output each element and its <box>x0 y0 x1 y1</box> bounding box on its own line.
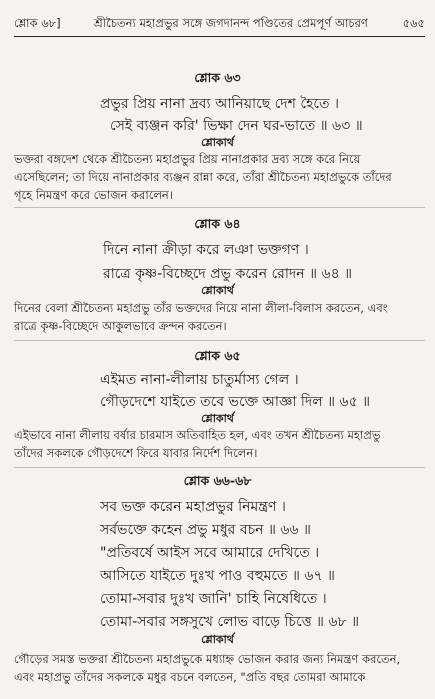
paragraph-line: গৃহে নিমন্ত্রণ করে ভোজন করালেন। <box>14 188 173 202</box>
verse-line: প্রভুর প্রিয় নানা দ্রব্য আনিয়াছে দেশ হৈতে । <box>100 96 340 112</box>
translation-paragraph <box>14 299 423 335</box>
verse-line: "প্রতিবর্ষে আইস সবে আমারে দেখিতে । <box>100 545 320 561</box>
translation-label: শ্লোকার্থ <box>201 284 234 297</box>
verse-line: এইমত নানা-লীলায় চাতুর্মাস্য গেল । <box>100 372 299 388</box>
paragraph-line: দিনের বেলা শ্রীচৈতন্য মহাপ্রভু তাঁর ভক্তদের নিয়ে নানা লীলা-বিলাস করতেন, এবং <box>14 301 388 315</box>
page-header <box>14 10 425 37</box>
verse-line: রাত্রে কৃষ্ণ-বিচ্ছেদে প্রভু করেন রোদন ॥ ৬৪ ॥ <box>103 266 353 282</box>
verse-line: সেই ব্যঞ্জন করি' ভিক্ষা দেন ঘর-ভাতে ॥ ৬৩ ॥ <box>110 118 363 134</box>
paragraph-line: রাত্রে কৃষ্ণ-বিচ্ছেদে আকুলভাবে ক্রন্দন করতেন। <box>14 319 227 333</box>
paragraph-line: এইভাবে নানা লীলায় বর্ষার চারমাস অতিবাহিত হল, এবং তখন শ্রীচৈতন্য মহাপ্রভু <box>14 428 381 442</box>
header-page-number: ৫৬৫ <box>402 16 425 30</box>
verse-line: আসিতে যাইতে দুঃখ পাও বহুমতে ॥ ৬৭ ॥ <box>100 568 335 584</box>
verse-heading: শ্লোক ৬৩ <box>194 70 241 85</box>
verse-line: সর্বভক্তে কহেন প্রভু মধুর বচন ॥ ৬৬ ॥ <box>100 522 311 538</box>
verse-heading: শ্লোক ৬৬-৬৮ <box>183 473 252 488</box>
translation-label: শ্লোকার্থ <box>201 412 234 425</box>
verse-line: গৌড়দেশে যাইতে তবে ভক্তে আজ্ঞা দিল ॥ ৬৫ ॥ <box>100 394 371 410</box>
paragraph-line: ভক্তরা বঙ্গদেশ থেকে শ্রীচৈতন্য মহাপ্রভুর প্রিয় নানাপ্রকার দ্রব্য সঙ্গে করে নিয়ে <box>14 152 361 166</box>
translation-paragraph <box>14 150 423 204</box>
header-chapter-title: শ্রীচৈতন্য মহাপ্রভুর সঙ্গে জগদানন্দ পণ্ডিতের প্রেমপূর্ণ আচরণ <box>94 16 368 30</box>
verse-heading: শ্লোক ৬৫ <box>194 348 241 363</box>
divider <box>14 207 425 208</box>
verse-line: তোমা-সবার সঙ্গসুখে লোভ বাড়ে চিত্তে ॥ ৬৮ ॥ <box>100 614 359 630</box>
paragraph-line: এবং মহাপ্রভু তাঁদের সকলকে মধুর বচনে বলতেন, "প্রতি বছর তোমরা আমাকে <box>14 670 366 684</box>
verse-line: তোমা-সবার দুঃখ জানি' চাহি নিষেধিতে । <box>100 591 327 607</box>
translation-label: শ্লোকার্থ <box>201 633 234 646</box>
paragraph-line: এসেছিলেন; তা দিয়ে নানাপ্রকার ব্যঞ্জন রান্না করে, তাঁরা শ্রীচৈতন্য মহাপ্রভুকে তাঁদের <box>14 170 392 184</box>
verse-line: সব ভক্ত করেন মহাপ্রভুর নিমন্ত্রণ । <box>100 499 286 515</box>
translation-paragraph <box>14 426 423 462</box>
divider <box>14 340 425 341</box>
verse-line: দিনে নানা ক্রীড়া করে লঞা ভক্তগণ । <box>103 242 309 258</box>
verse-heading: শ্লোক ৬৪ <box>194 216 241 231</box>
translation-label: শ্লোকার্থ <box>201 136 234 149</box>
header-verse-ref: শ্লোক ৬৮] <box>14 16 61 30</box>
paragraph-line: তাঁদের সকলকে গৌড়দেশে ফিরে যাবার নির্দেশ দিলেন। <box>14 446 258 460</box>
divider <box>14 467 425 468</box>
translation-paragraph <box>14 650 423 686</box>
paragraph-line: গৌড়ের সমস্ত ভক্তরা শ্রীচৈতন্য মহাপ্রভুকে মধ্যাহ্ন ভোজন করার জন্য নিমন্ত্রণ করতেন, <box>14 652 401 666</box>
